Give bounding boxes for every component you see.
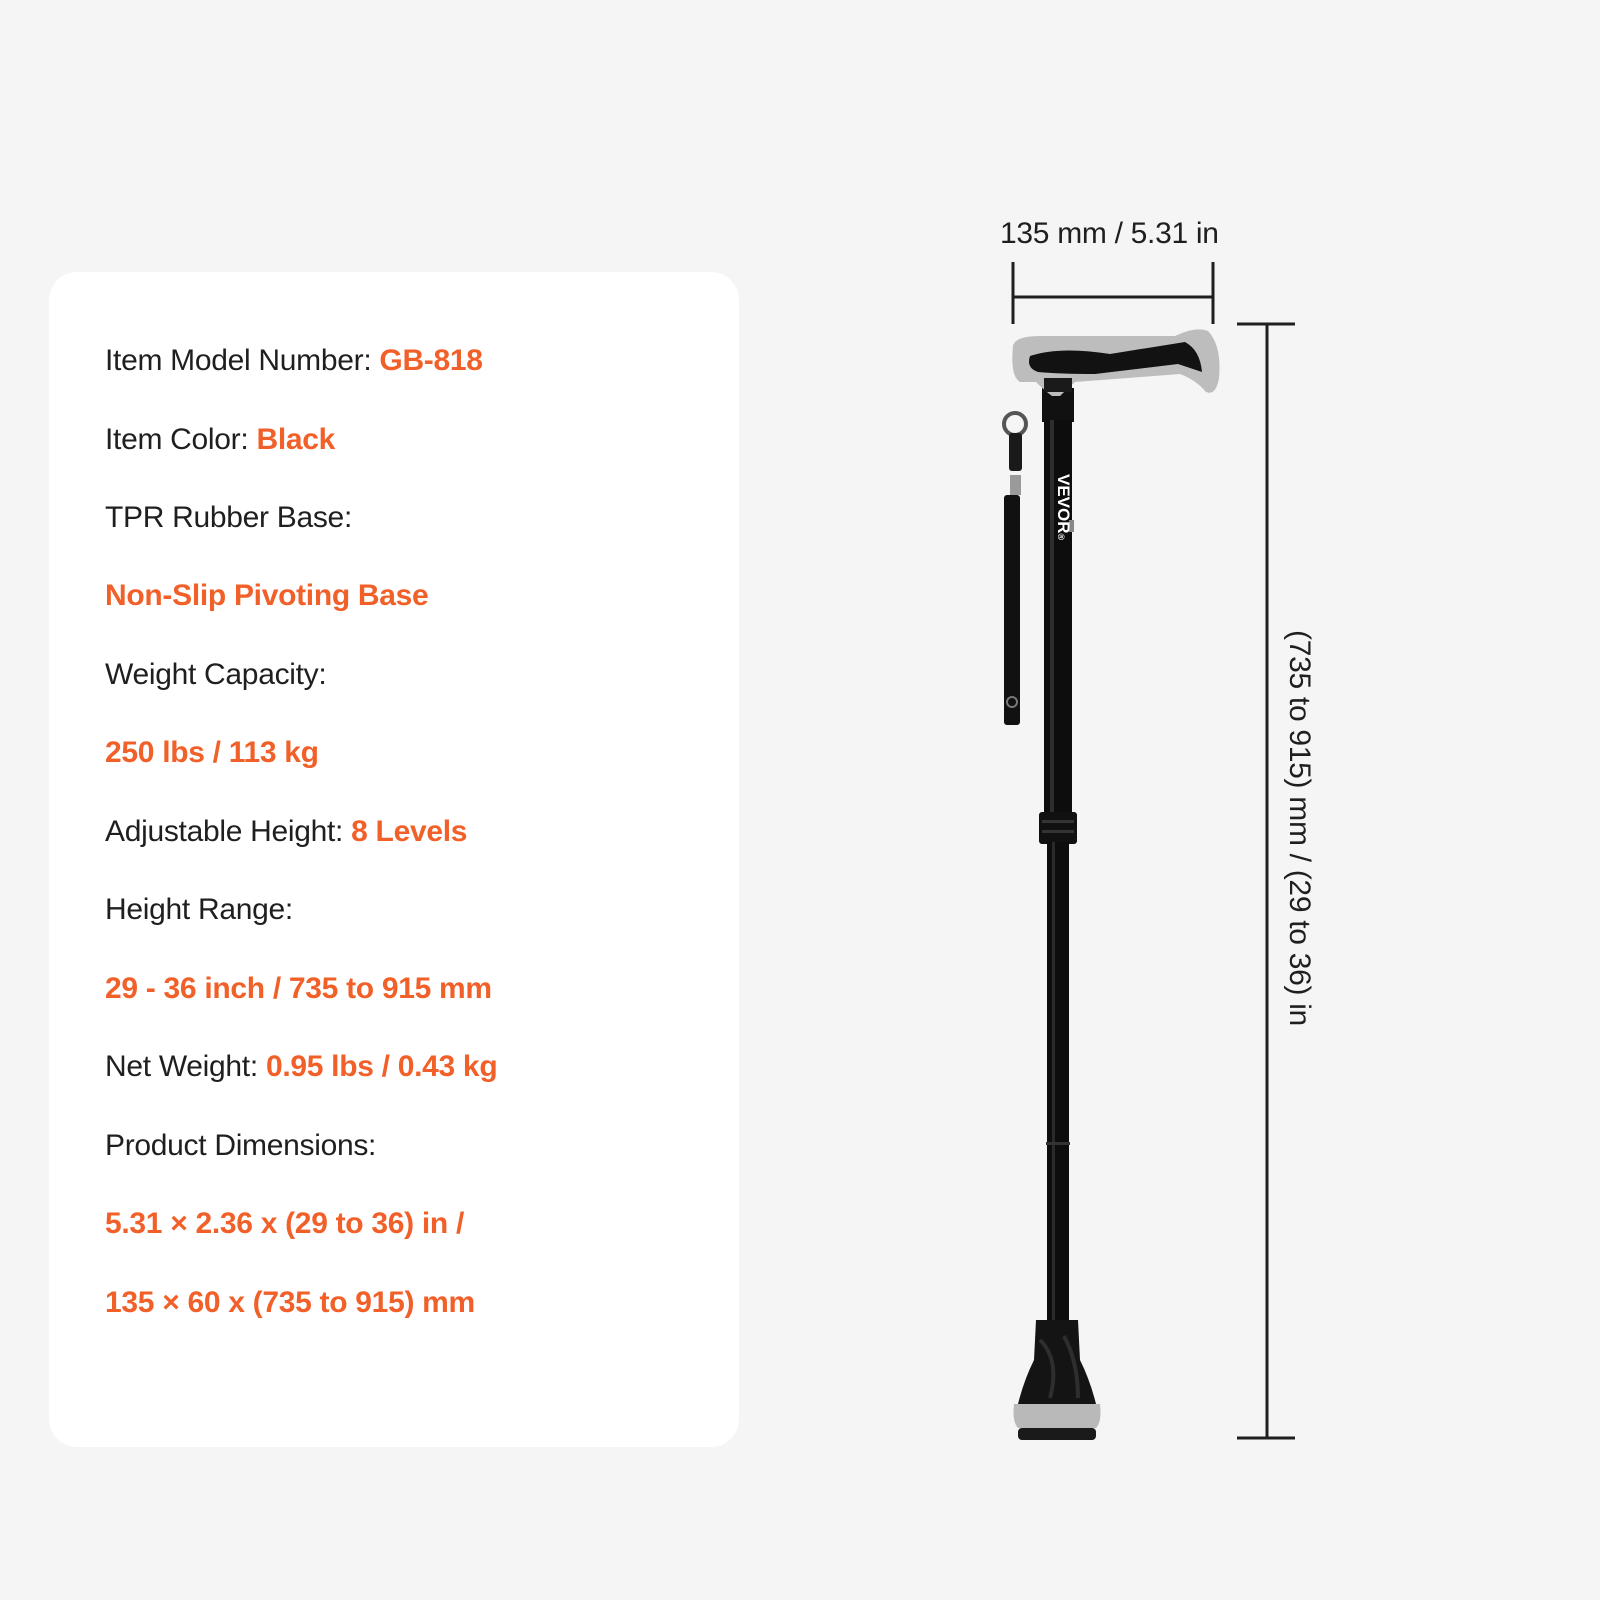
brand-registered-mark: ® xyxy=(1056,533,1066,541)
spec-base-label: TPR Rubber Base: xyxy=(105,501,352,534)
spec-dims-value-mm: 135 × 60 x (735 to 915) mm xyxy=(105,1286,475,1319)
spec-adjust-value: 8 Levels xyxy=(351,815,468,848)
spec-capacity-value: 250 lbs / 113 kg xyxy=(105,736,319,769)
height-dimension-label: (735 to 915) mm / (29 to 36) in xyxy=(1283,630,1316,1026)
spec-net-value: 0.95 lbs / 0.43 kg xyxy=(265,1050,498,1083)
spec-color-label: Item Color: xyxy=(105,423,249,456)
width-dimension-line xyxy=(1013,262,1213,324)
spec-model-value: GB-818 xyxy=(379,344,483,377)
spec-capacity-label: Weight Capacity: xyxy=(105,658,327,691)
spec-dims-label: Product Dimensions: xyxy=(105,1129,377,1162)
spec-range-label: Height Range: xyxy=(105,893,293,926)
spec-adjust-label: Adjustable Height: xyxy=(105,815,344,848)
spec-color-value: Black xyxy=(256,423,336,456)
spec-range-value: 29 - 36 inch / 735 to 915 mm xyxy=(105,972,492,1005)
cane-base xyxy=(1014,1320,1101,1440)
width-dimension-label: 135 mm / 5.31 in xyxy=(1000,217,1219,250)
spec-net-label: Net Weight: xyxy=(105,1050,258,1083)
brand-name: VEVOR xyxy=(1054,474,1073,534)
spec-model-label: Item Model Number: xyxy=(105,344,372,377)
spec-base-value: Non-Slip Pivoting Base xyxy=(105,579,429,612)
cane-handle xyxy=(1012,329,1219,396)
wrist-strap xyxy=(1004,413,1026,725)
spec-dims-value-in: 5.31 × 2.36 x (29 to 36) in / xyxy=(105,1207,464,1240)
brand-logo xyxy=(1054,474,1073,541)
